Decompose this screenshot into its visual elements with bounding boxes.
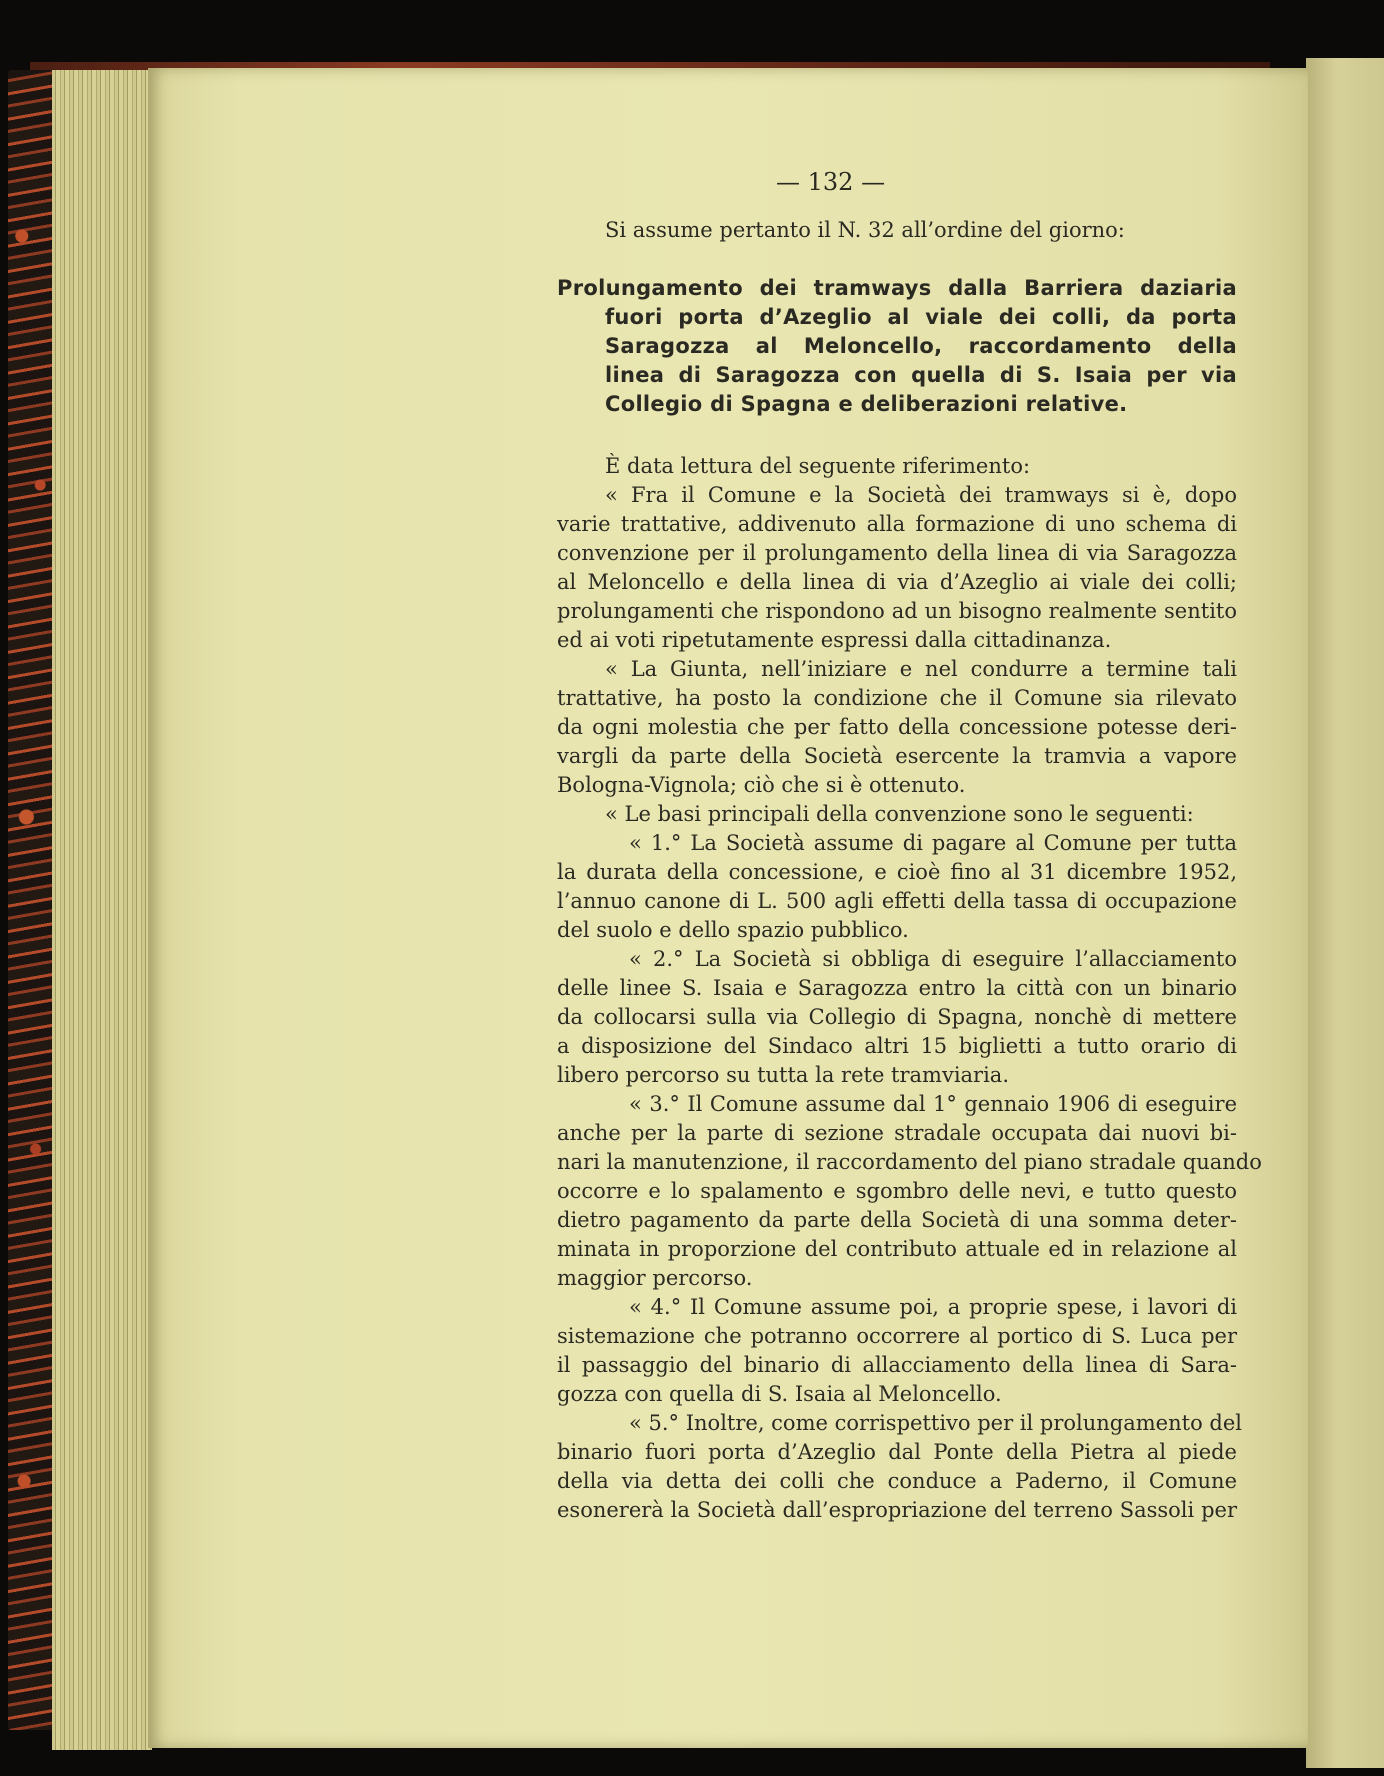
body-line: « La Giunta, nell’iniziare e nel condurre a termine tali	[605, 657, 1237, 681]
body-line: esonererà la Società dall’espropriazione del terreno Sassoli per	[557, 1498, 1237, 1522]
body-line: maggior percorso.	[557, 1266, 753, 1290]
body-line: al Meloncello e della linea di via d’Azeglio ai viale dei colli;	[557, 570, 1237, 594]
body-line: « Fra il Comune e la Società dei tramways si è, dopo	[605, 483, 1237, 507]
body-line: delle linee S. Isaia e Saragozza entro la città con un binario	[557, 976, 1237, 1000]
body-line: prolungamenti che rispondono ad un bisogno realmente sentito	[557, 599, 1237, 623]
body-line: minata in proporzione del contributo attuale ed in relazione al	[557, 1237, 1237, 1261]
heading-line: Prolungamento dei tramways dalla Barriera daziaria	[557, 276, 1237, 300]
body-line: anche per la parte di sezione stradale occupata dai nuovi bi-	[557, 1121, 1237, 1145]
body-line: occorre e lo spalamento e sgombro delle nevi, e tutto questo	[557, 1179, 1237, 1203]
body-line: ed ai voti ripetutamente espressi dalla cittadinanza.	[557, 628, 1112, 652]
body-line: dietro pagamento da parte della Società di una somma deter-	[557, 1208, 1237, 1232]
body-line: « Le basi principali della convenzione sono le seguenti:	[605, 802, 1194, 826]
body-line: « 1.° La Società assume di pagare al Comune per tutta	[629, 831, 1237, 855]
body-line: da ogni molestia che per fatto della concessione potesse deri-	[557, 715, 1237, 739]
marbled-book-cover	[8, 70, 54, 1730]
body-line: trattative, ha posto la condizione che il Comune sia rilevato	[557, 686, 1237, 710]
body-line: del suolo e dello spazio pubblico.	[557, 918, 909, 942]
body-line: il passaggio del binario di allacciamento della linea di Sara-	[557, 1353, 1237, 1377]
body-line: da collocarsi sulla via Collegio di Spagna, nonchè di mettere	[557, 1005, 1237, 1029]
body-line: nari la manutenzione, il raccordamento del piano stradale quando	[557, 1150, 1262, 1174]
body-line: della via detta dei colli che conduce a Paderno, il Comune	[557, 1469, 1237, 1493]
body-line: sistemazione che potranno occorrere al portico di S. Luca per	[557, 1324, 1237, 1348]
heading-line: fuori porta d’Azeglio al viale dei colli, da porta	[605, 305, 1237, 329]
heading-line: Saragozza al Meloncello, raccordamento della	[605, 334, 1237, 358]
page-edges-stack	[52, 70, 152, 1750]
heading-line: Collegio di Spagna e deliberazioni relative.	[605, 392, 1128, 416]
body-line: È data lettura del seguente riferimento:	[605, 454, 1031, 478]
facing-page-edge	[1306, 58, 1384, 1768]
body-line: « 4.° Il Comune assume poi, a proprie spese, i lavori di	[629, 1295, 1237, 1319]
body-line: « 3.° Il Comune assume dal 1° gennaio 1906 di eseguire	[629, 1092, 1237, 1116]
body-line: libero percorso su tutta la rete tramviaria.	[557, 1063, 1010, 1087]
body-line: Bologna-Vignola; ciò che si è ottenuto.	[557, 773, 966, 797]
page-number: — 132 —	[776, 168, 886, 196]
body-line: « 2.° La Società si obbliga di eseguire l’allacciamento	[629, 947, 1237, 971]
heading-line: linea di Saragozza con quella di S. Isaia per via	[605, 363, 1237, 387]
body-line: a disposizione del Sindaco altri 15 biglietti a tutto orario di	[557, 1034, 1237, 1058]
body-line: l’annuo canone di L. 500 agli effetti della tassa di occupazione	[557, 889, 1237, 913]
body-line: gozza con quella di S. Isaia al Meloncello.	[557, 1382, 1002, 1406]
body-line: binario fuori porta d’Azeglio dal Ponte della Pietra al piede	[557, 1440, 1237, 1464]
body-line: « 5.° Inoltre, come corrispettivo per il prolungamento del	[629, 1411, 1242, 1435]
agenda-line: Si assume pertanto il N. 32 all’ordine del giorno:	[605, 218, 1125, 242]
body-line: convenzione per il prolungamento della linea di via Saragozza	[557, 541, 1237, 565]
body-line: vargli da parte della Società esercente la tramvia a vapore	[557, 744, 1237, 768]
body-line: la durata della concessione, e cioè fino al 31 dicembre 1952,	[557, 860, 1237, 884]
body-line: varie trattative, addivenuto alla formazione di uno schema di	[557, 512, 1237, 536]
